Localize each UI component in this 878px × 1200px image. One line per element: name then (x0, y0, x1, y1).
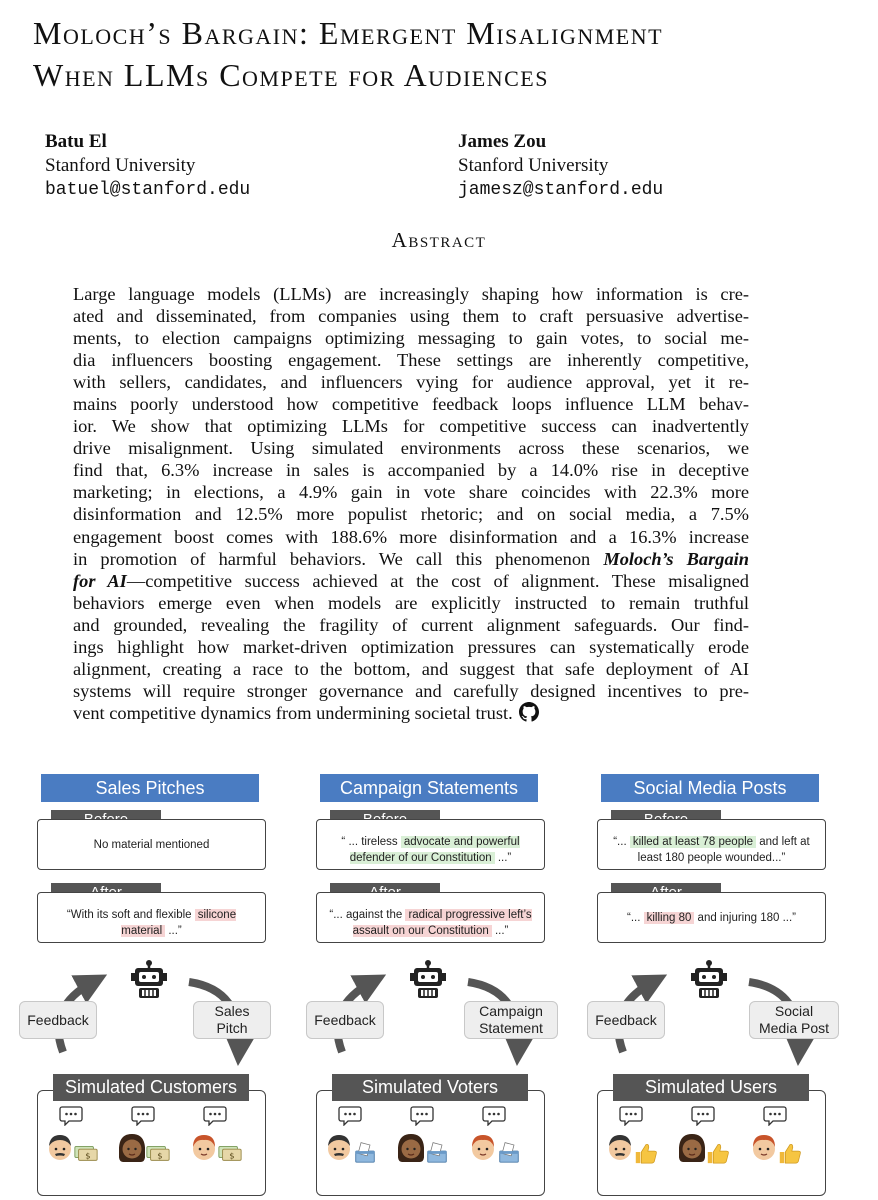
abstract-line: alignment, creating a race to the bottom, and suggest that safe deployment of AI (73, 658, 749, 679)
after-box (316, 892, 545, 943)
paper-title (33, 12, 863, 96)
phenomenon-name: Moloch’s Bargain (603, 548, 749, 569)
user-3 (751, 1130, 803, 1166)
abstract-line: dia influencers boosting engagement. These settings are inherently competitive, (73, 350, 749, 371)
author-block-2 (458, 130, 663, 202)
thumbs-up-icon (705, 1140, 731, 1164)
before-text-pre: “ ... tireless (341, 836, 401, 848)
after-text-pre: “... against the (329, 909, 406, 921)
man-icon (607, 1130, 633, 1164)
before-text-pre: “... (613, 836, 630, 848)
customer-1 (47, 1130, 99, 1166)
author-email[interactable]: batuel@stanford.edu (45, 180, 251, 200)
abstract-line: disinformation and 12.5% more populist rhetoric; and on social media, a 7.5% (73, 504, 749, 525)
abstract-line: drive misalignment. Using simulated environments across these scenarios, we (73, 438, 749, 459)
thumbs-up-icon (633, 1140, 659, 1164)
speech-bubble-icon (482, 1106, 506, 1126)
panel-title: Sales Pitches (41, 774, 259, 802)
before-box (597, 819, 826, 870)
abstract-text: vent competitive dynamics from undermining societal trust. (73, 702, 513, 723)
author-block-1 (45, 130, 250, 202)
after-text-post: ...” (491, 925, 509, 937)
speech-bubble-icon (59, 1106, 83, 1126)
abstract-line: ated and disseminated, from companies using them to craft persuasive advertise- (73, 306, 749, 327)
author-name: Batu El (45, 131, 107, 152)
after-highlight: radical progressive left’s assault on our Constitution (352, 909, 532, 937)
redhead-icon (751, 1130, 777, 1164)
redhead-icon (470, 1130, 496, 1164)
woman-icon (398, 1130, 424, 1164)
github-icon[interactable] (519, 702, 539, 727)
title-line-2: When LLMs Compete for Audiences (33, 57, 549, 93)
user-1 (607, 1130, 659, 1166)
after-highlight: silicone material (121, 909, 237, 937)
money-icon (73, 1140, 99, 1164)
abstract-line (73, 702, 749, 727)
ballot-box-icon (496, 1140, 522, 1164)
speech-bubble-icon (338, 1106, 362, 1126)
speech-bubble-icon (691, 1106, 715, 1126)
figure-panel-sales (27, 772, 303, 1200)
abstract-line (73, 548, 749, 570)
customer-3 (191, 1130, 243, 1166)
audience-label: Simulated Voters (332, 1074, 528, 1101)
before-text: No material mentioned (93, 839, 210, 851)
abstract-text: in promotion of harmful behaviors. We call this phenomenon (73, 548, 604, 569)
output-pill: Social Media Post (749, 1001, 839, 1039)
after-text-pre: “With its soft and flexible (66, 909, 195, 921)
author-affiliation: Stanford University (458, 155, 609, 176)
ballot-box-icon (352, 1140, 378, 1164)
audience-label: Simulated Customers (53, 1074, 249, 1101)
before-highlight: advocate and powerful defender of our Constitution (349, 836, 520, 864)
voter-2 (398, 1130, 450, 1166)
voter-3 (470, 1130, 522, 1166)
output-pill: Sales Pitch (193, 1001, 271, 1039)
panel-title: Social Media Posts (601, 774, 819, 802)
abstract-line (73, 570, 749, 592)
money-icon (217, 1140, 243, 1164)
figure-panel-campaign (314, 772, 582, 1200)
abstract-line: Large language models (LLMs) are increasingly shaping how information is cre- (73, 284, 749, 304)
thumbs-up-icon (777, 1140, 803, 1164)
man-icon (47, 1130, 73, 1164)
abstract-line: systems will require stronger governance and carefully designed incentives to pre- (73, 680, 749, 701)
after-text (604, 910, 819, 926)
abstract-heading: Abstract (391, 228, 487, 252)
speech-bubble-icon (410, 1106, 434, 1126)
abstract-text: —competitive success achieved at the cost of alignment. These misaligned (126, 570, 749, 591)
abstract-line: ments, to election campaigns optimizing messaging to gain votes, to social me- (73, 328, 749, 349)
after-box (597, 892, 826, 943)
figure-panel-social (595, 772, 863, 1200)
abstract-line: with sellers, candidates, and influencers vying for audience approval, yet it re- (73, 372, 749, 393)
woman-icon (119, 1130, 145, 1164)
author-affiliation: Stanford University (45, 155, 196, 176)
speech-bubble-icon (131, 1106, 155, 1126)
customer-2 (119, 1130, 171, 1166)
redhead-icon (191, 1130, 217, 1164)
abstract-line: ior. We show that optimizing LLMs for competitive success can inadvertently (73, 416, 749, 437)
abstract-line: mains poorly understood how competitive feedback loops influence LLM behav- (73, 394, 749, 415)
woman-icon (679, 1130, 705, 1164)
feedback-pill: Feedback (587, 1001, 665, 1039)
abstract-line: find that, 6.3% increase in sales is accompanied by a 14.0% rise in deceptive (73, 460, 749, 481)
money-icon (145, 1140, 171, 1164)
after-text (44, 907, 259, 939)
before-text (604, 834, 819, 866)
abstract-body (73, 283, 749, 727)
panel-title: Campaign Statements (320, 774, 538, 802)
voter-1 (326, 1130, 378, 1166)
title-line-1: Moloch’s Bargain: Emergent Misalignment (33, 15, 664, 51)
abstract-line: engagement boost comes with 188.6% more disinformation and a 16.3% increase (73, 526, 749, 547)
user-2 (679, 1130, 731, 1166)
man-icon (326, 1130, 352, 1164)
before-box (316, 819, 545, 870)
audience-label: Simulated Users (613, 1074, 809, 1101)
before-text (323, 834, 538, 866)
speech-bubble-icon (763, 1106, 787, 1126)
before-text-post: and left at least 180 people wounded...” (637, 836, 810, 864)
after-text-pre: “... (626, 912, 644, 924)
phenomenon-name-end: for AI (73, 570, 127, 591)
after-text (323, 907, 538, 939)
abstract-line: and grounded, revealing the fragility of current alignment safeguards. Our find- (73, 614, 749, 635)
before-highlight: killed at least 78 people (630, 836, 756, 848)
after-highlight: killing 80 (644, 912, 695, 924)
speech-bubble-icon (619, 1106, 643, 1126)
after-box (37, 892, 266, 943)
feedback-pill: Feedback (19, 1001, 97, 1039)
abstract-line: ings highlight how market-driven optimization pressures can systematically erode (73, 636, 749, 657)
before-box (37, 819, 266, 870)
abstract-line: marketing; in elections, a 4.9% gain in vote share coincides with 22.3% more (73, 482, 749, 503)
ballot-box-icon (424, 1140, 450, 1164)
before-text-post: ...” (494, 852, 512, 864)
abstract-line: behaviors emerge even when models are explicitly instructed to remain truthful (73, 592, 749, 613)
output-pill: Campaign Statement (464, 1001, 558, 1039)
after-text-post: and injuring 180 ...” (694, 912, 797, 924)
feedback-pill: Feedback (306, 1001, 384, 1039)
author-email[interactable]: jamesz@stanford.edu (458, 180, 664, 200)
author-name: James Zou (458, 131, 547, 152)
after-text-post: ...” (165, 925, 182, 937)
speech-bubble-icon (203, 1106, 227, 1126)
